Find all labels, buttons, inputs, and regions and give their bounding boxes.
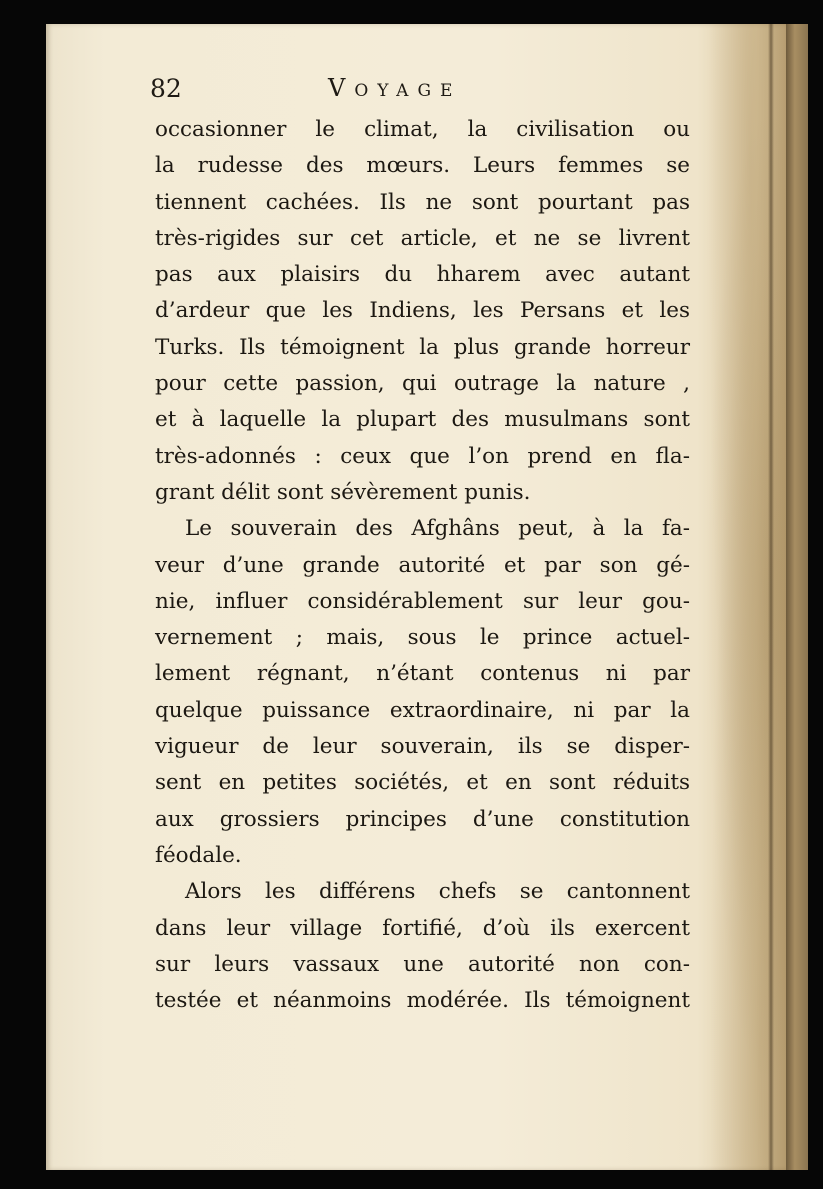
adjacent-page-edge (786, 24, 808, 1170)
text-line: veur d’une grande autorité et par son gé- (155, 552, 690, 578)
text-line: et à laquelle la plupart des musulmans sont (155, 407, 690, 433)
paragraph-end-line: féodale. (155, 842, 242, 868)
text-line: testée et néanmoins modérée. Ils témoignent (155, 988, 690, 1014)
text-line: très-rigides sur cet article, et ne se livrent (155, 225, 690, 251)
text-line: dans leur village fortifié, d’où ils exercent (155, 915, 690, 941)
text-line: sent en petites sociétés, et en sont réduits (155, 770, 690, 796)
page-gutter-shadow (768, 24, 774, 1170)
text-line: occasionner le climat, la civilisation ou (155, 117, 690, 142)
text-line: tiennent cachées. Ils ne sont pourtant pas (155, 189, 690, 215)
paragraph-start-line: Alors les différens chefs se cantonnent (185, 879, 690, 905)
text-line: pas aux plaisirs du hharem avec autant (155, 262, 690, 288)
text-line: quelque puissance extraordinaire, ni par la (155, 697, 690, 723)
text-line: vernement ; mais, sous le prince actuel- (155, 625, 690, 651)
text-line: d’ardeur que les Indiens, les Persans et les (155, 298, 690, 324)
paragraph-end-line: grant délit sont sévèrement punis. (155, 479, 531, 505)
text-line: nie, influer considérablement sur leur gou- (155, 588, 690, 614)
running-head (150, 74, 690, 106)
text-line: très-adonnés : ceux que l’on prend en fla- (155, 443, 690, 469)
text-line: vigueur de leur souverain, ils se disper- (155, 734, 690, 760)
paragraph-start-line: Le souverain des Afghâns peut, à la fa- (185, 516, 690, 542)
text-line: sur leurs vassaux une autorité non con- (155, 951, 690, 977)
text-line: pour cette passion, qui outrage la nature , (155, 371, 690, 397)
running-title: Voyage (328, 74, 462, 102)
text-line: la rudesse des mœurs. Leurs femmes se (155, 153, 690, 179)
page-number: 82 (150, 74, 182, 103)
text-line: Turks. Ils témoignent la plus grande horreur (155, 334, 690, 360)
text-line: lement régnant, n’étant contenus ni par (155, 661, 690, 687)
body-text (155, 112, 690, 1019)
text-line: aux grossiers principes d’une constitution (155, 806, 690, 832)
